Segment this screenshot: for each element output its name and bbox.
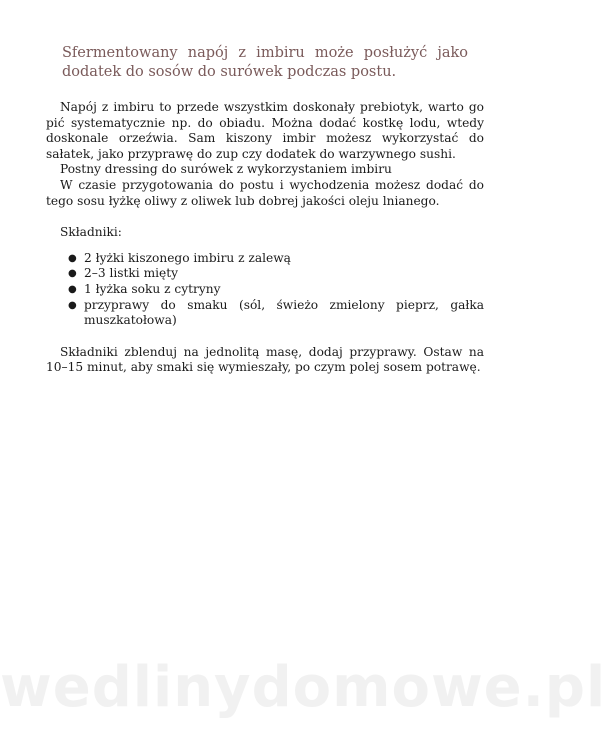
list-item: ● 2 łyżki kiszonego imbiru z zalewą	[68, 251, 484, 267]
ingredients-list	[46, 251, 484, 329]
paragraph-instructions: Składniki zblenduj na jednolitą masę, dodaj przyprawy. Ostaw na 10–15 minut, aby smaki się wymieszały, po czym polej sosem potrawę.	[46, 344, 484, 375]
paragraph-prebiotic: Napój z imbiru to przede wszystkim doskonały prebiotyk, warto go pić systematycznie np. do obiadu. Można dodać kostkę lodu, wtedy doskonale orzeźwia. Sam kiszony imbir możesz wykorzystać do sałatek, jako przyprawę do zup czy dodatek do warzywnego sushi.	[46, 100, 484, 161]
lead-paragraph: Sfermentowany napój z imbiru może posłużyć jako dodatek do sosów do surówek podczas postu.	[62, 45, 468, 80]
list-item: ● 1 łyżka soku z cytryny	[68, 282, 484, 298]
watermark-logo: wedlinydomowe.pl	[0, 655, 606, 720]
list-item: ● przyprawy do smaku (sól, świeżo zmielony pieprz, gałka muszkatołowa)	[68, 298, 484, 329]
paragraph-dressing-heading: Postny dressing do surówek z wykorzystaniem imbiru	[60, 162, 392, 177]
paragraph-fasting-tip: W czasie przygotowania do postu i wychodzenia możesz dodać do tego sosu łyżkę oliwy z oliwek lub dobrej jakości oleju lnianego.	[46, 177, 484, 208]
article-body	[46, 100, 484, 376]
ingredients-title: Składniki:	[60, 225, 122, 240]
list-item: ● 2–3 listki mięty	[68, 266, 484, 282]
